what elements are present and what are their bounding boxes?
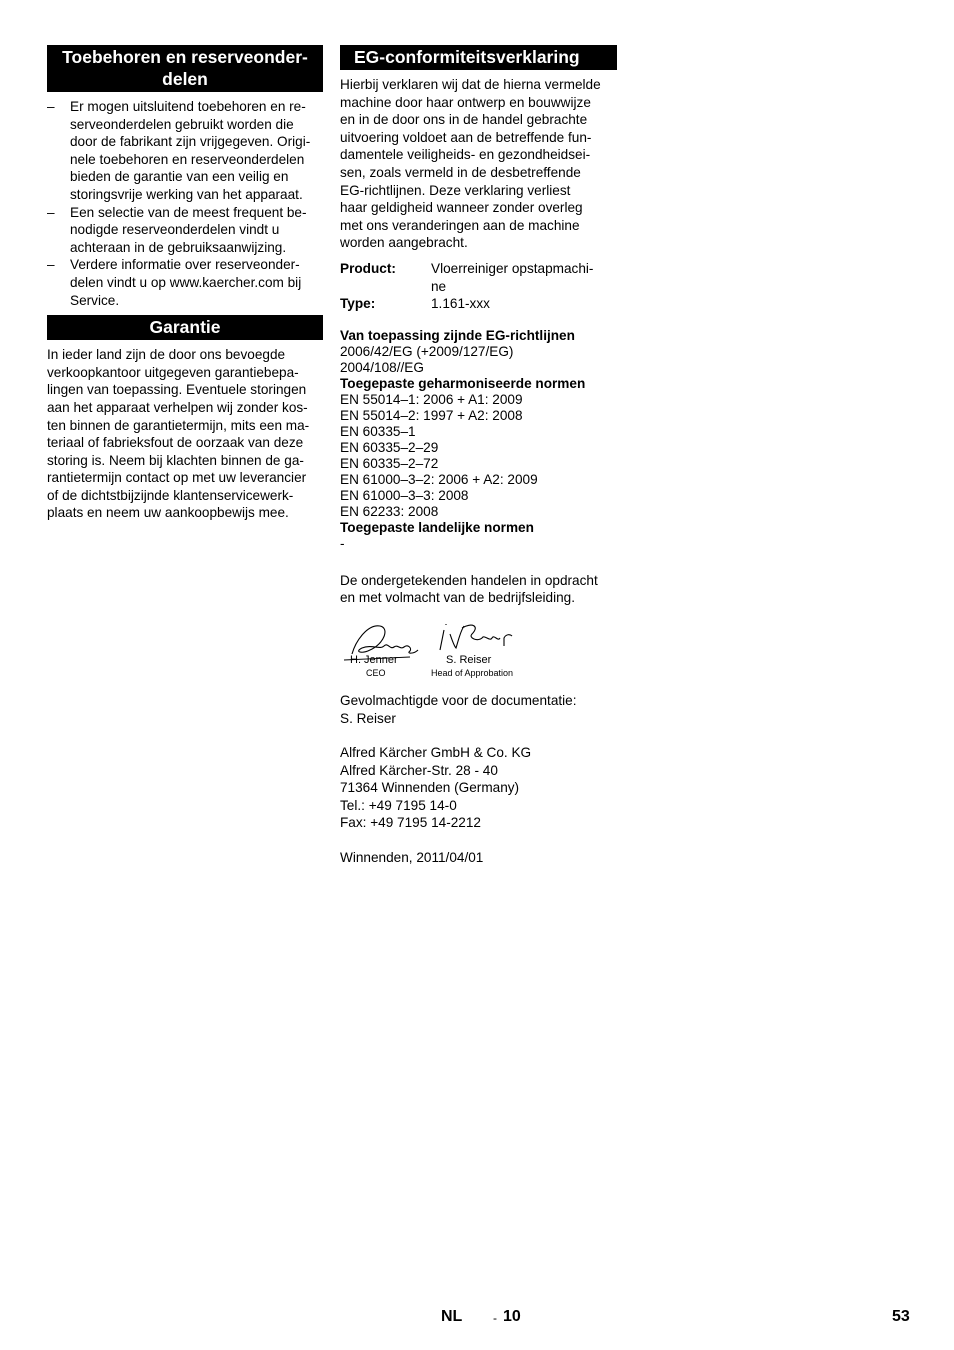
standard-item: EN 60335–1: [340, 423, 416, 439]
standards-block: [340, 328, 617, 552]
harmonised-label: Toegepaste geharmoniseerde normen: [340, 375, 586, 391]
standard-item: EN 60335–2–72: [340, 455, 439, 471]
date-place: Winnenden, 2011/04/01: [340, 850, 484, 866]
page-number: 53: [892, 1308, 910, 1325]
table-row: [340, 260, 617, 295]
left-column: [47, 45, 323, 522]
accessories-list: [47, 98, 323, 309]
standard-item: EN 55014–1: 2006 + A1: 2009: [340, 391, 523, 407]
standard-item: EN 61000–3–3: 2008: [340, 487, 469, 503]
signers-intro: De ondergetekenden handelen in opdracht en met volmacht van de bedrijfsleiding.: [340, 572, 598, 606]
standard-item: EN 55014–2: 1997 + A2: 2008: [340, 407, 523, 423]
directive-item: 2006/42/EG (+2009/127/EG): [340, 343, 514, 359]
warranty-text: In ieder land zijn de door ons bevoegde verkoopkantoor uitgegeven garantiebepa- lingen van toepassing. Eventuele storingen aan het apparaat verhelpen wij zonder kos- ten binnen de garantietermijn, mits een ma- teriaal of fabrieksfout de oorzaak van deze storing is. Neem bij klachten binnen de ga- rantietermijn contact op met uw leverancier of de dichtstbijzijnde klantenservicewerk- plaats en neem uw aankoopbewijs mee.: [47, 347, 310, 521]
type-label: Type:: [340, 296, 376, 312]
standard-item: EN 61000–3–2: 2006 + A2: 2009: [340, 471, 538, 487]
national-value: -: [340, 535, 345, 551]
list-item: – Er mogen uitsluitend toebehoren en re- serveonderdelen gebruikt worden die door de fabrikant zijn vrijgegeven. Origi- nele toebehoren en reserveonderdelen bieden de garantie van een veilig en storingsvrije werking van het apparaat.: [47, 99, 311, 202]
national-label: Toegepaste landelijke normen: [340, 519, 534, 535]
signer2-role: Head of Approbation: [431, 667, 514, 678]
signer2-name: S. Reiser: [446, 653, 492, 666]
signer1-role: CEO: [366, 667, 386, 678]
documentation-representative: Gevolmachtigde voor de documentatie: S. Reiser: [340, 692, 577, 726]
footer-section-page: 10: [503, 1308, 521, 1325]
product-value: Vloerreiniger opstapmachi- ne: [431, 260, 594, 294]
table-row: [340, 295, 617, 313]
product-spec-table: [340, 260, 617, 313]
warranty-heading: Garantie: [47, 315, 323, 340]
list-item: – Een selectie van de meest frequent be- nodigde reserveonderdelen vindt u achteraan in de gebruiksaanwijzing.: [47, 204, 307, 255]
footer-language: NL: [441, 1308, 463, 1325]
type-value: 1.161-xxx: [431, 296, 490, 312]
directives-label: Van toepassing zijnde EG-richtlijnen: [340, 327, 575, 343]
signer1-name: H. Jenner: [350, 653, 398, 666]
footer-prefix: -: [493, 1311, 497, 1325]
conformity-intro: Hierbij verklaren wij dat de hierna vermelde machine door haar ontwerp en bouwwijze en in de door ons in de handel gebrachte uitvoering voldoet aan de betreffende fun- damentele veiligheids- en gezondheidsei- sen, zoals vermeld in de desbetreffende EG-richtlijnen. Deze verklaring verliest haar geldigheid wanneer zonder overleg met ons veranderingen aan de machine worden aangebracht.: [340, 77, 601, 251]
list-item: – Verdere informatie over reserveonder- delen vindt u op www.kaercher.com bij Service.: [47, 257, 302, 308]
standard-item: EN 62233: 2008: [340, 503, 439, 519]
product-label: Product:: [340, 260, 396, 276]
reiser-signature: [440, 624, 512, 650]
standard-item: EN 60335–2–29: [340, 439, 439, 455]
directive-item: 2004/108//EG: [340, 359, 424, 375]
company-address: Alfred Kärcher GmbH & Co. KG Alfred Kärcher-Str. 28 - 40 71364 Winnenden (Germany) Tel.: +49 7195 14-0 Fax: +49 7195 14-2212: [340, 745, 532, 831]
jenner-signature: [352, 626, 418, 654]
signature-block: [340, 620, 617, 684]
right-column: [340, 45, 617, 867]
accessories-heading: Toebehoren en reserveonder- delen: [47, 45, 323, 92]
conformity-heading: EG-conformiteitsverklaring: [340, 45, 617, 70]
